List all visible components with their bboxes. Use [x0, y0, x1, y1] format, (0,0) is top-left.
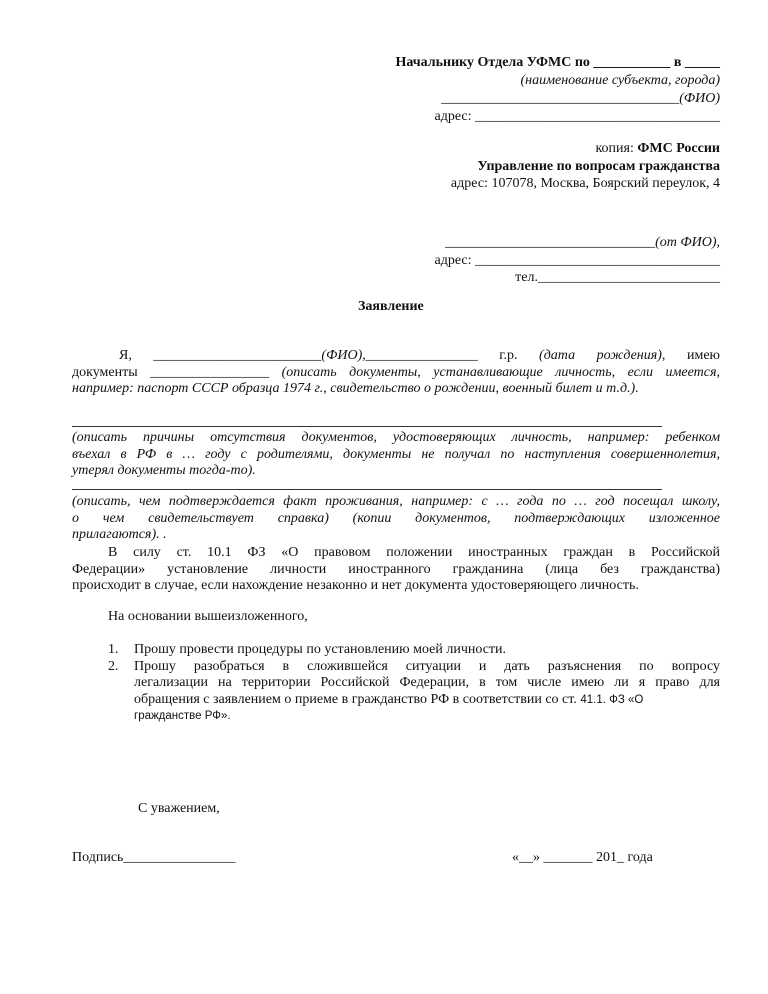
addressee-address-line: адрес: ___________________________________ — [434, 109, 720, 124]
documents-hint: (описать документы, устанавливающие личность, если имеется, — [281, 364, 720, 380]
reason-blank-line — [72, 426, 662, 427]
request-item-1-text: Прошу провести процедуры по установлению моей личности. — [134, 642, 507, 657]
copy-line — [595, 139, 720, 158]
identity-line-3: например: паспорт СССР образца 1974 г., свидетельство о рождении, военный билет и т.д.). — [72, 381, 639, 396]
copy-label: копия: — [595, 141, 638, 156]
paragraph-law — [72, 545, 720, 595]
paragraph-reason — [72, 430, 720, 480]
date-line: «__» _______ 201_ года — [512, 850, 653, 865]
copy-department: Управление по вопросам гражданства — [477, 159, 720, 174]
identity-birth-blank: ,________________ г.р. — [362, 348, 540, 363]
addressee-hint: (наименование субъекта, города) — [520, 73, 720, 88]
identity-have-text: , имею — [661, 348, 721, 363]
law-line-2: Федерации» установление личности иностранного гражданина (лица без гражданства) — [72, 561, 720, 577]
identity-fio-blank: Я, ________________________ — [119, 348, 322, 363]
request-item-2-line-3-text: обращения с заявлением о приеме в гражданство РФ в соответствии со ст. — [134, 691, 581, 707]
applicant-phone-line: тел.__________________________ — [515, 270, 720, 285]
request-item-1 — [108, 642, 720, 659]
documents-blank: документы _________________ — [72, 364, 282, 380]
identity-line-1 — [72, 348, 720, 365]
residence-line-3: прилагаются). . — [72, 527, 167, 542]
residence-line-2: о чем свидетельствует справка) (копии документов, подтверждающих изложенное — [72, 510, 720, 526]
identity-birth-hint: (дата рождения) — [539, 348, 662, 363]
request-item-2 — [108, 659, 720, 726]
regards-text: С уважением, — [138, 801, 220, 816]
identity-fio-hint: (ФИО) — [321, 348, 363, 363]
residence-blank-line — [72, 489, 662, 490]
reason-line-2: въехал в РФ в … году с родителями, документы не получал по наступления совершеннолетия, — [72, 446, 720, 462]
request-item-2-line-3 — [134, 692, 720, 709]
request-item-2-law-ref: 41.1. ФЗ «О — [580, 693, 644, 706]
addressee-line: Начальнику Отдела УФМС по ___________ в _____ — [395, 55, 720, 70]
paragraph-residence — [72, 494, 720, 544]
reason-line-3: утерял документы тогда-то). — [72, 463, 256, 478]
copy-org: ФМС России — [637, 141, 720, 156]
document-title: Заявление — [358, 299, 424, 314]
signature-line: Подпись________________ — [72, 850, 236, 865]
law-line-3: происходит в случае, если нахождение незаконно и нет документа удостоверяющего личность. — [72, 578, 639, 593]
copy-address — [451, 174, 720, 193]
applicant-address-line: адрес: ___________________________________ — [434, 253, 720, 268]
applicant-fio-line: ______________________________(от ФИО), — [445, 235, 720, 250]
request-item-2-line-4: гражданстве РФ». — [134, 710, 231, 722]
request-item-2-number: 2. — [108, 658, 119, 674]
request-list — [108, 642, 720, 725]
law-line-1: В силу ст. 10.1 ФЗ «О правовом положении иностранных граждан в Российской — [108, 545, 720, 560]
residence-line-1: (описать, чем подтверждается факт проживания, например: с … года по … год посещал школу, — [72, 494, 720, 509]
request-item-2-line-2: легализации на территории Российской Федерации, в том числе имею ли я право для — [134, 675, 720, 690]
copy-address-value: 107078, Москва, Боярский переулок, 4 — [491, 176, 720, 191]
basis-text: На основании вышеизложенного, — [108, 609, 308, 624]
paragraph-identity — [72, 348, 720, 398]
reason-line-1: (описать причины отсутствия документов, удостоверяющих личность, например: ребенком — [72, 430, 720, 445]
request-item-1-number: 1. — [108, 642, 119, 657]
identity-line-2 — [72, 365, 720, 382]
request-item-2-line-1: Прошу разобраться в сложившейся ситуации и дать разъяснения по вопросу — [134, 658, 720, 674]
copy-address-label: адрес: — [450, 176, 492, 191]
addressee-fio-line: __________________________________(ФИО) — [441, 91, 720, 106]
